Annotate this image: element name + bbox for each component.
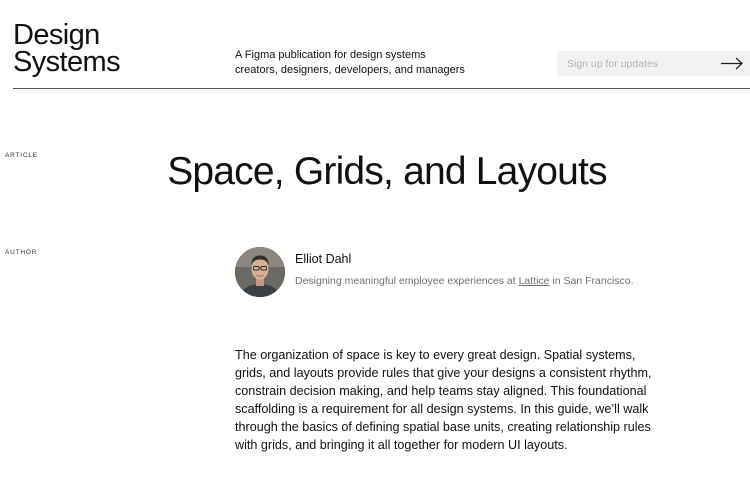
lattice-link[interactable]: Lattice xyxy=(518,275,550,287)
signup-form xyxy=(557,51,750,76)
site-logo[interactable] xyxy=(13,19,120,78)
article-intro-paragraph: The organization of space is key to every great design. Spatial systems, grids, and layouts provide rules that give your designs a consistent rhythm, constrain decision making, and help teams stay aligned. This foundational scaffolding is a requirement for all design systems. In this guide, we’ll walk through the basics of defining spatial base units, creating relationship rules with grids, and bringing it all together for modern UI layouts. xyxy=(235,348,652,452)
header-divider xyxy=(13,88,750,89)
logo-line-2: Systems xyxy=(13,46,120,78)
author-bio-prefix: Designing meaningful employee experiences at xyxy=(295,275,519,287)
site-tagline xyxy=(235,48,465,78)
article-section-label: ARTICLE xyxy=(5,152,38,159)
arrow-right-icon[interactable] xyxy=(720,57,744,70)
article-title: Space, Grids, and Layouts xyxy=(167,150,607,193)
author-section-label: AUTHOR xyxy=(5,249,38,256)
tagline-line-2: creators, designers, developers, and managers xyxy=(235,64,465,76)
logo-line-1: Design xyxy=(13,19,100,51)
signup-email-input[interactable] xyxy=(557,58,707,70)
author-avatar[interactable] xyxy=(235,247,285,297)
author-bio xyxy=(295,275,634,287)
author-name[interactable]: Elliot Dahl xyxy=(295,252,352,266)
author-photo xyxy=(235,247,285,297)
tagline-line-1: A Figma publication for design systems xyxy=(235,49,426,61)
author-bio-suffix: in San Francisco. xyxy=(549,275,634,287)
